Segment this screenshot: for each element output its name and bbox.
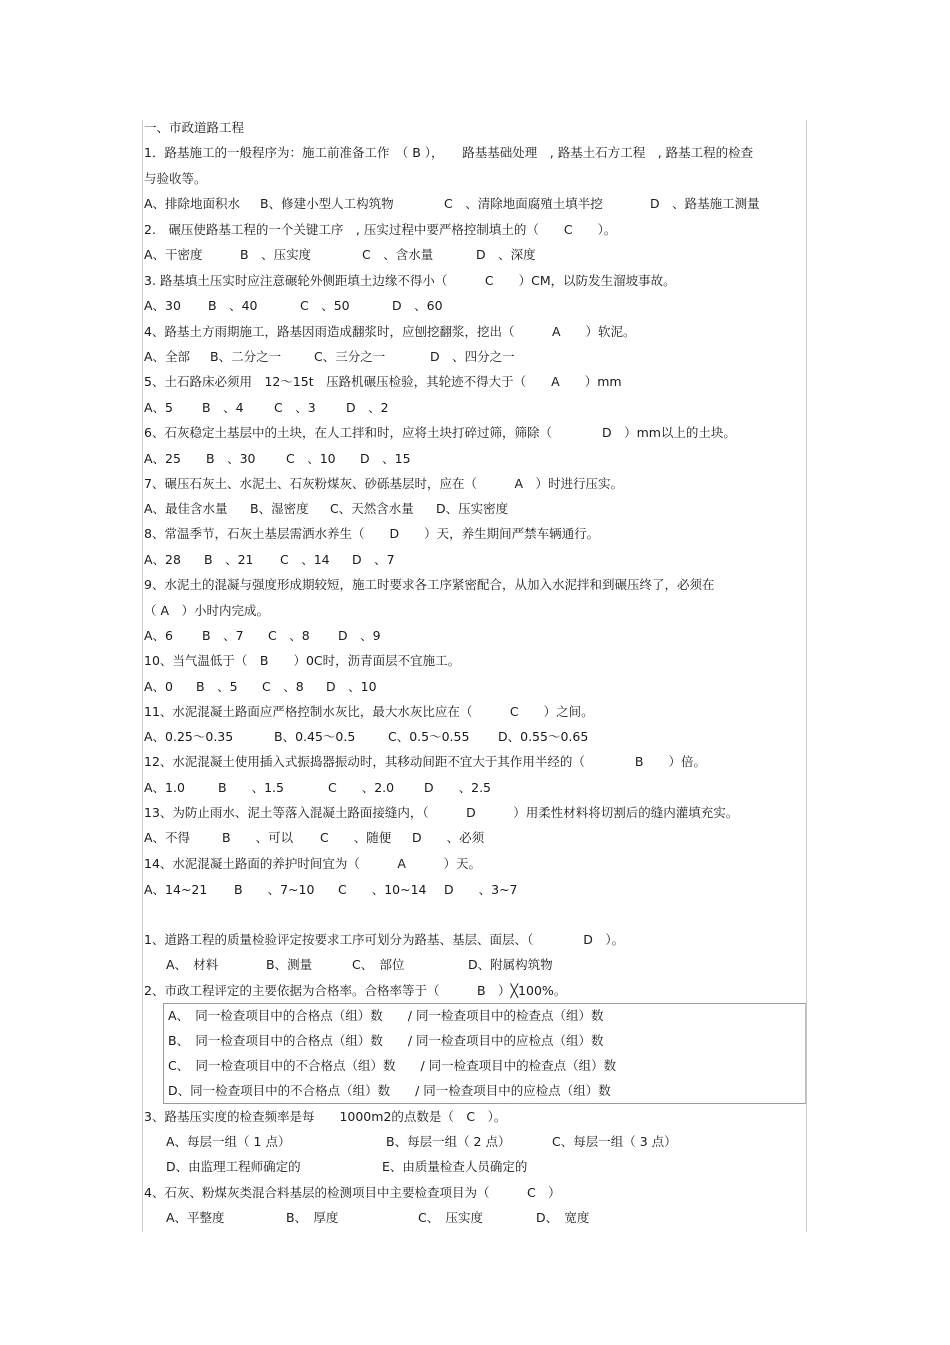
question-4-options: A、全部 B、二分之一 C、三分之一 D 、四分之一 [144, 349, 515, 364]
question-5: 5、土石路床必须用 12～15t 压路机碾压检验，其轮迹不得大于（ A ）mm [144, 374, 622, 389]
quality-question-2-option-d: D、同一检查项目中的不合格点（组）数 / 同一检查项目中的应检点（组）数 [168, 1083, 611, 1098]
question-14: 14、水泥混凝土路面的养护时间宜为（ A ）天。 [144, 856, 481, 871]
question-3: 3. 路基填土压实时应注意碾轮外侧距填土边缘不得小（ C ）CM，以防发生溜坡事故。 [144, 273, 676, 288]
question-9: 9、水泥土的混凝与强度形成期较短，施工时要求各工序紧密配合，从加入水泥拌和到碾压终了，必须在 [144, 577, 715, 592]
question-4: 4、路基土方雨期施工，路基因雨造成翻浆时，应刨挖翻浆，挖出（ A ）软泥。 [144, 324, 636, 339]
quality-question-1-options: A、 材料 B、测量 C、 部位 D、附属构筑物 [166, 957, 553, 972]
quality-question-3-options-row1: A、每层一组（ 1 点） B、每层一组（ 2 点） C、每层一组（ 3 点） [166, 1134, 677, 1149]
question-2: 2. 碾压使路基工程的一个关键工序 , 压实过程中要严格控制填土的（ C ）。 [144, 222, 617, 237]
question-2-options: A、干密度 B 、压实度 C 、含水量 D 、深度 [144, 247, 536, 262]
question-11-options: A、0.25～0.35 B、0.45～0.5 C、0.5～0.55 D、0.55～0.65 [144, 729, 589, 744]
quality-question-2-option-b: B、 同一检查项目中的合格点（组）数 / 同一检查项目中的应检点（组）数 [168, 1033, 604, 1048]
question-1-cont: 与验收等。 [144, 171, 207, 186]
quality-question-2-option-a: A、 同一检查项目中的合格点（组）数 / 同一检查项目中的检查点（组）数 [168, 1008, 604, 1023]
question-7-options: A、最佳含水量 B、湿密度 C、天然含水量 D、压实密度 [144, 501, 509, 516]
question-9-options: A、6 B 、7 C 、8 D 、9 [144, 628, 381, 643]
question-8: 8、常温季节，石灰土基层需洒水养生（ D ）天，养生期间严禁车辆通行。 [144, 526, 600, 541]
quality-question-4-options: A、平整度 B、 厚度 C、 压实度 D、 宽度 [166, 1210, 590, 1225]
question-13: 13、为防止雨水、泥土等落入混凝土路面接缝内，（ D ）用柔性材料将切割后的缝内灌填充实。 [144, 805, 739, 820]
question-10-options: A、0 B 、5 C 、8 D 、10 [144, 679, 377, 694]
question-5-options: A、5 B 、4 C 、3 D 、2 [144, 400, 389, 415]
question-1: 1．路基施工的一般程序为：施工前准备工作 （ B ）， 路基基础处理 , 路基土石方工程 , 路基工程的检查 [144, 145, 754, 160]
question-3-options: A、30 B 、40 C 、50 D 、60 [144, 298, 443, 313]
quality-question-3-options-row2: D、由监理工程师确定的 E、由质量检查人员确定的 [166, 1159, 528, 1174]
question-7: 7、碾压石灰土、水泥土、石灰粉煤灰、砂砾基层时，应在（ A ）时进行压实。 [144, 476, 624, 491]
section-title: 一、市政道路工程 [144, 120, 245, 135]
quality-question-4: 4、石灰、粉煤灰类混合料基层的检测项目中主要检查项目为（ C ） [144, 1185, 561, 1200]
question-10: 10、当气温低于（ B ）0C时，沥青面层不宜施工。 [144, 653, 461, 668]
question-13-options: A、不得 B 、可以 C 、随便 D 、必须 [144, 830, 485, 845]
question-14-options: A、14~21 B 、7~10 C 、10~14 D 、3~7 [144, 882, 518, 897]
question-6: 6、石灰稳定土基层中的土块，在人工拌和时，应将土块打碎过筛，筛除（ D ）mm以上的土块。 [144, 425, 736, 440]
question-6-options: A、25 B 、30 C 、10 D 、15 [144, 451, 411, 466]
question-11: 11、水泥混凝土路面应严格控制水灰比，最大水灰比应在（ C ）之间。 [144, 704, 594, 719]
quality-question-2-option-c: C、 同一检查项目中的不合格点（组）数 / 同一检查项目中的检查点（组）数 [168, 1058, 617, 1073]
quality-question-2: 2、市政工程评定的主要依据为合格率。合格率等于（ B ）╳100%。 [144, 983, 567, 998]
left-margin-line [142, 120, 143, 1232]
question-12-options: A、1.0 B 、1.5 C 、2.0 D 、2.5 [144, 780, 492, 795]
quality-question-1: 1、道路工程的质量检验评定按要求工序可划分为路基、基层、面层、（ D ）。 [144, 932, 625, 947]
question-9-cont: （ A ）小时内完成。 [144, 603, 270, 618]
right-margin-line [806, 120, 807, 1232]
question-8-options: A、28 B 、21 C 、14 D 、7 [144, 552, 395, 567]
question-12: 12、水泥混凝土使用插入式振捣器振动时，其移动间距不宜大于其作用半经的（ B ）倍。 [144, 754, 706, 769]
question-1-options: A、排除地面积水 B、修建小型人工构筑物 C 、清除地面腐殖土填半挖 D 、路基施工测量 [144, 196, 760, 211]
quality-question-3: 3、路基压实度的检查频率是每 1000m2的点数是（ C ）。 [144, 1109, 507, 1124]
